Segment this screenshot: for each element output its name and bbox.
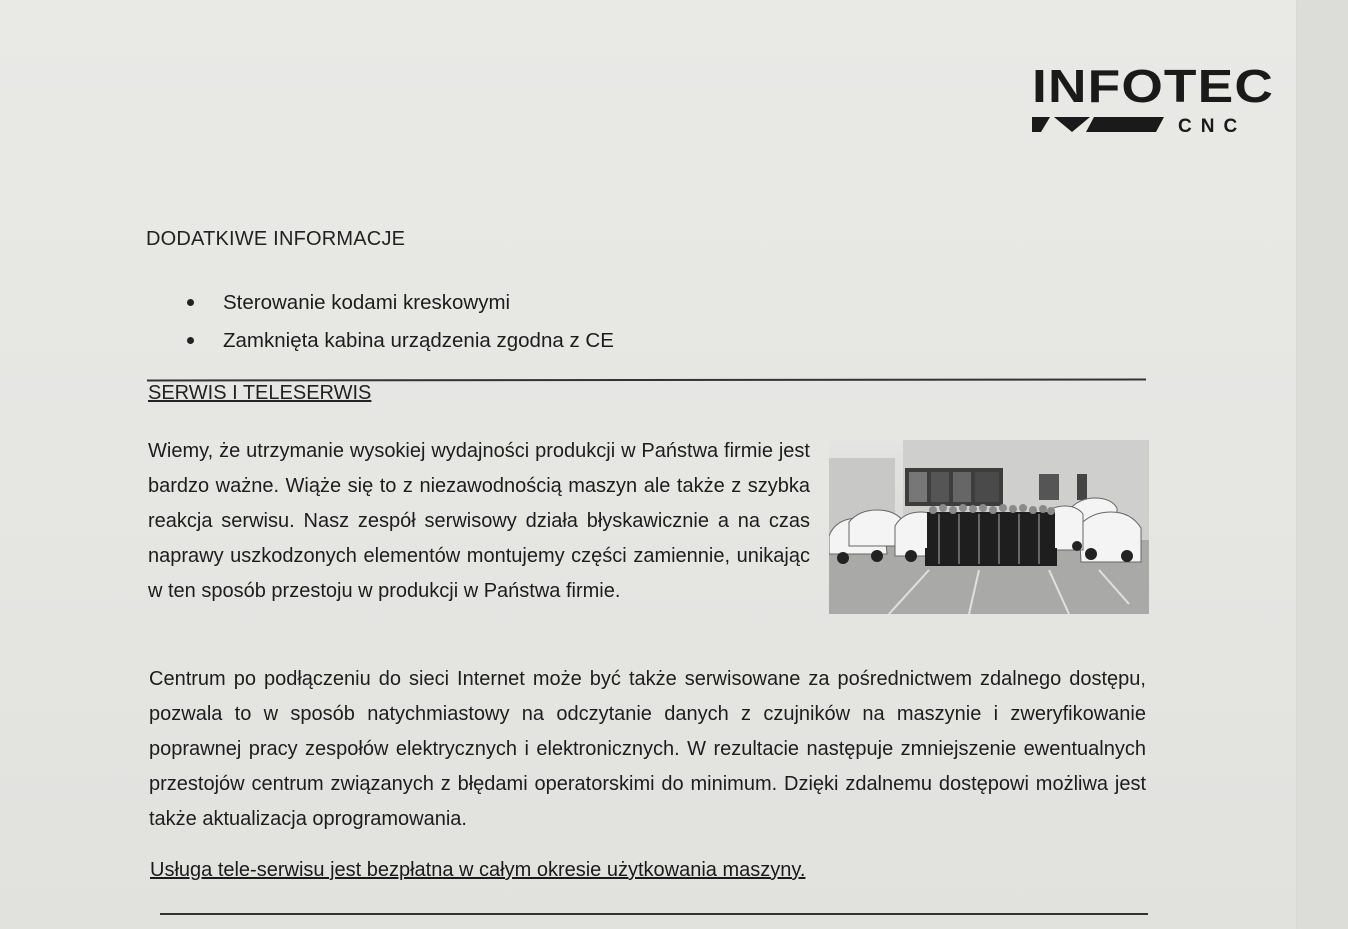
logo-subtitle: CNC bbox=[1178, 116, 1247, 137]
service-paragraph-1: Wiemy, że utrzymanie wysokiej wydajności produkcji w Państwa firmie jest bardzo ważne. Wiąże się to z niezawodnością maszyn ale także z szybka reakcja serwisu. Nasz zespół serwisowy działa błyskawicznie a na czas naprawy uszkodzonych elementów montujemy części zamiennie, unikając w ten sposób przestoju w produkcji w Państwa firmie. bbox=[148, 440, 810, 602]
additional-info-list bbox=[184, 284, 614, 360]
teleservice-note: Usługa tele-serwisu jest bezpłatna w całym okresie użytkowania maszyny. bbox=[150, 859, 806, 881]
service-paragraph-2: Centrum po podłączeniu do sieci Internet może być także serwisowane za pośrednictwem zdalnego dostępu, pozwala to w sposób natychmiastowy na odczytanie danych z czujników na maszynie i zweryfikowanie poprawnej pracy zespołów elektrycznych i elektronicznych. W rezultacie następuje zmniejszenie ewentualnych przestojów centrum związanych z błędami operatorskimi do minimum. Dzięki zdalnemu dostępowi możliwa jest także aktualizacja oprogramowania. bbox=[149, 668, 1146, 830]
service-section-title: SERWIS I TELESERWIS bbox=[148, 382, 372, 404]
list-item: Sterowanie kodami kreskowymi bbox=[184, 284, 614, 322]
additional-info-heading: DODATKIWE INFORMACJE bbox=[146, 228, 406, 250]
service-team-photo bbox=[829, 440, 1149, 614]
list-item: Zamknięta kabina urządzenia zgodna z CE bbox=[184, 322, 614, 360]
logo-wordmark: INFOTEC bbox=[1032, 60, 1274, 112]
bottom-divider bbox=[160, 913, 1148, 915]
section-divider bbox=[147, 378, 1146, 381]
infotec-cnc-logo bbox=[1032, 60, 1277, 140]
